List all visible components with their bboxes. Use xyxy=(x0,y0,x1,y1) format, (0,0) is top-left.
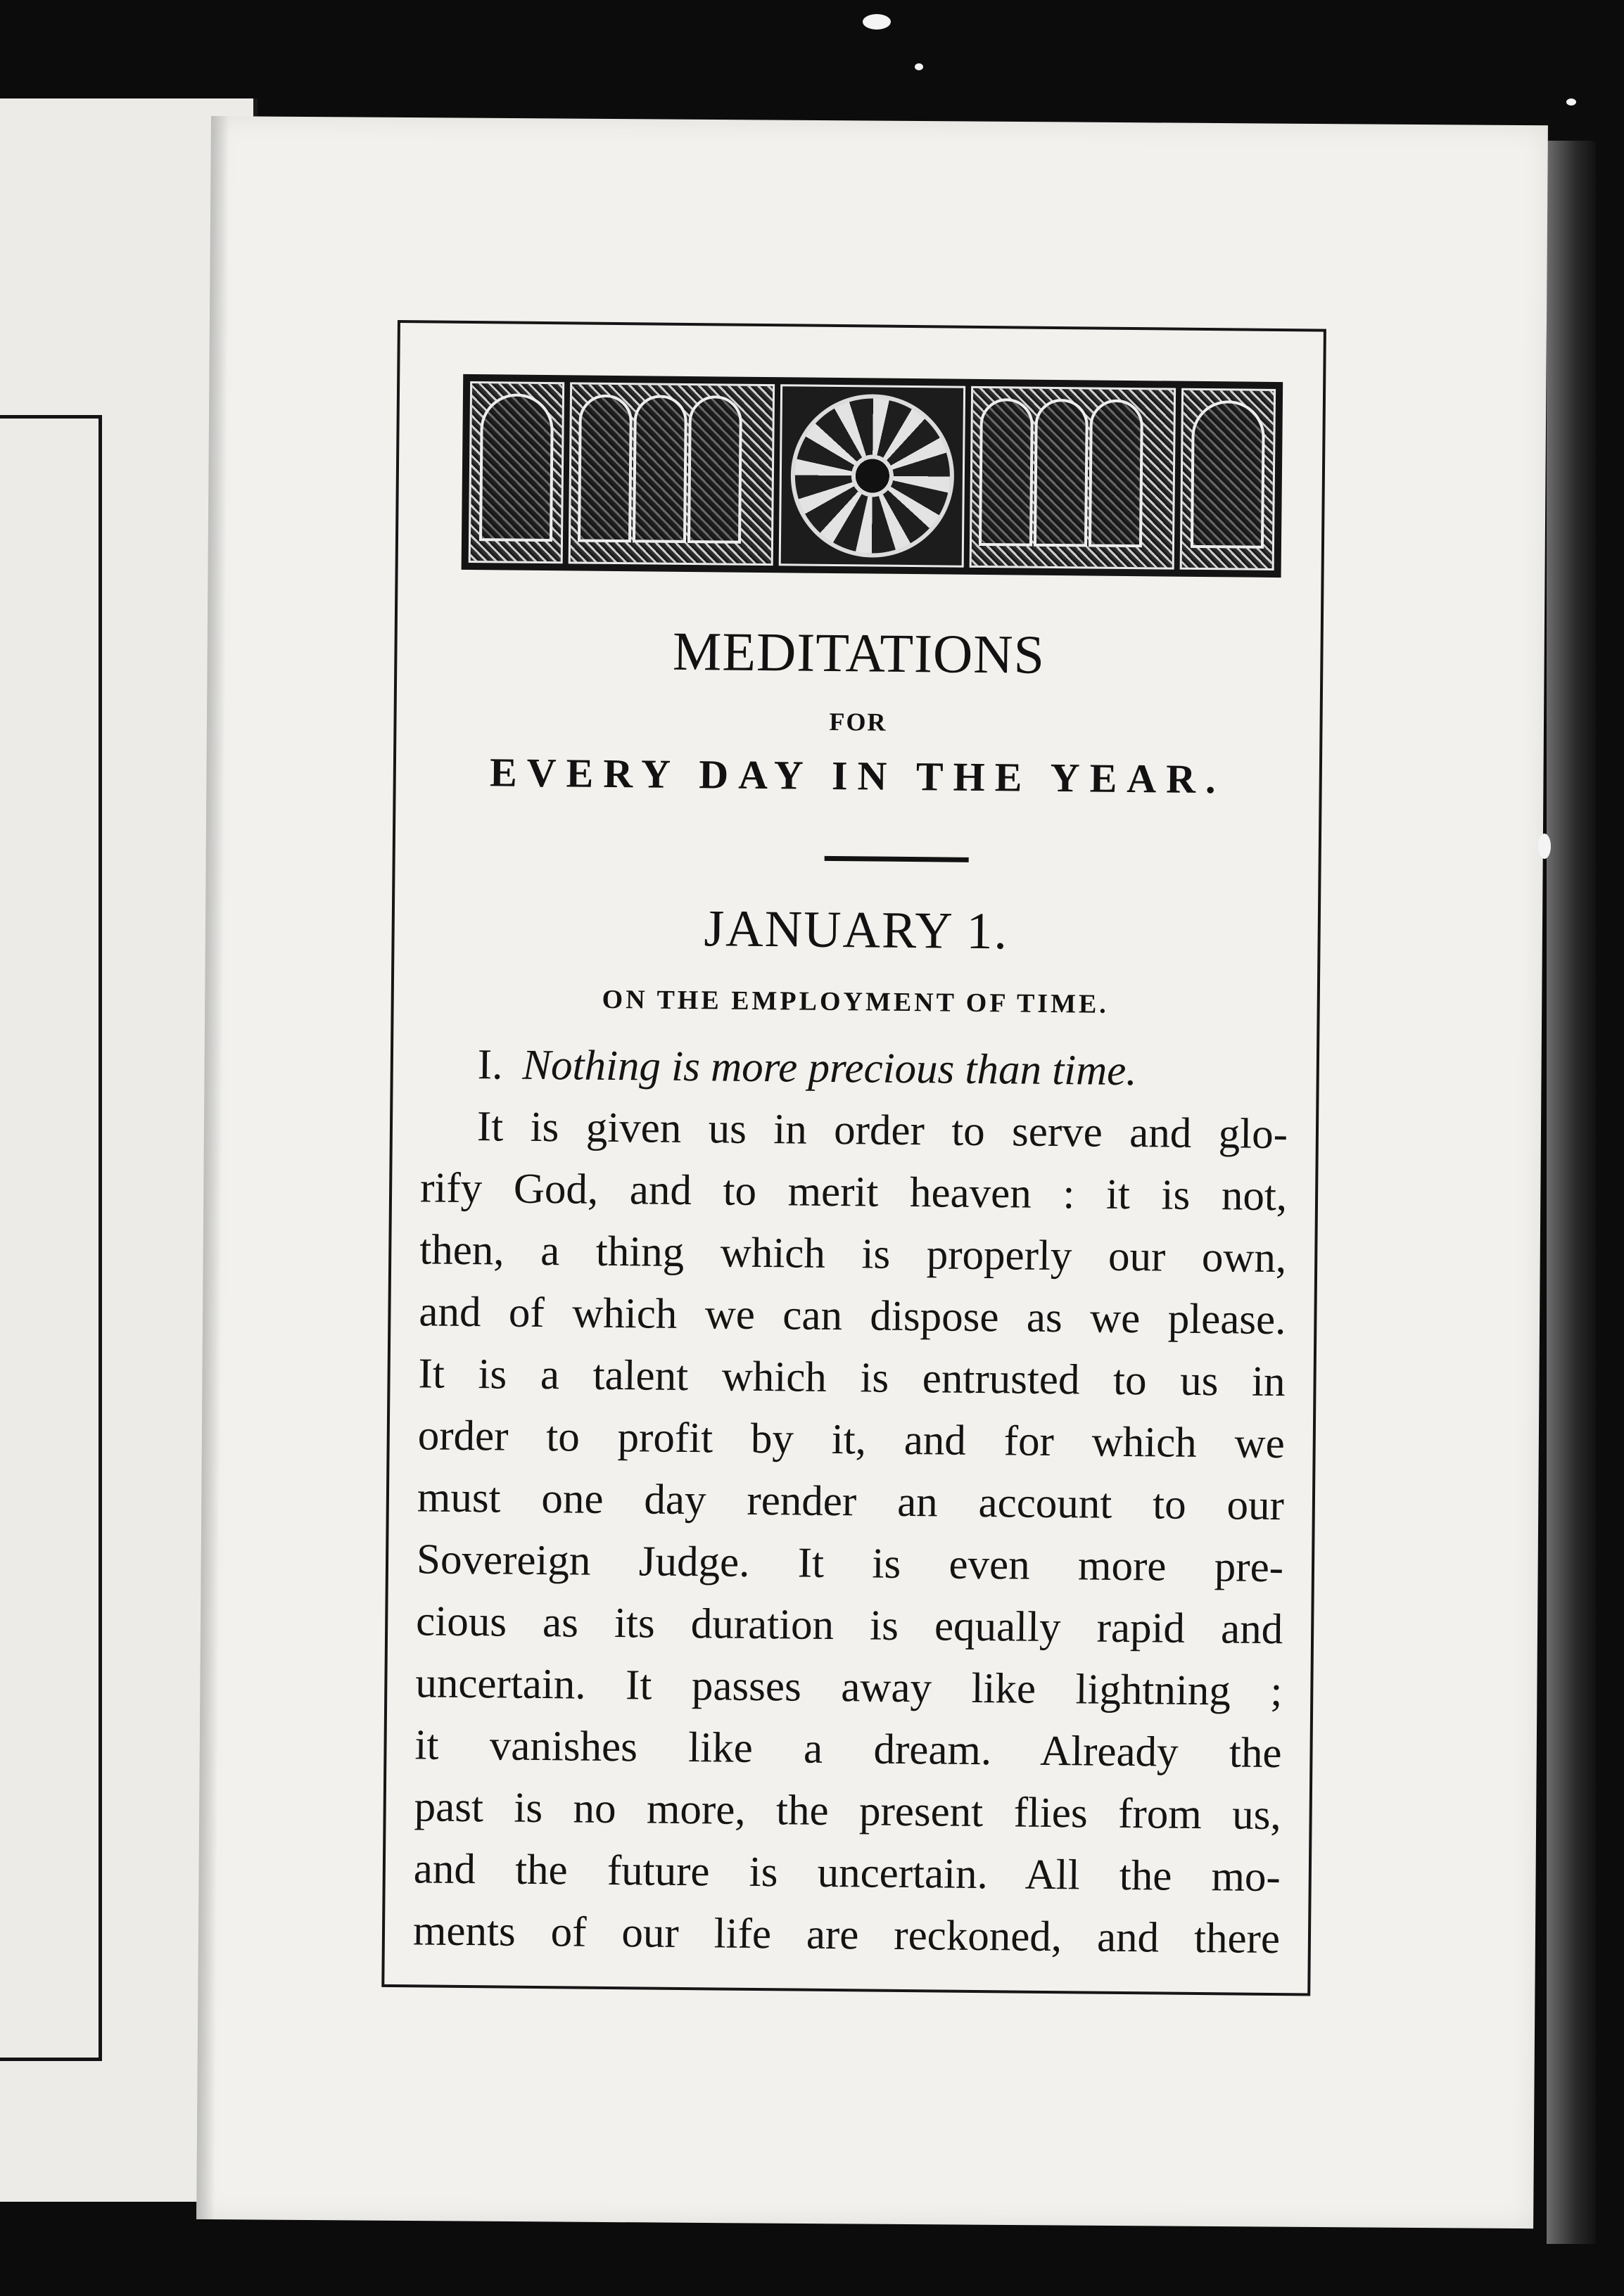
body-line: then, a thing which is properly our own, xyxy=(419,1226,1287,1282)
saint-figure-icon xyxy=(469,381,565,563)
body-line: Sovereign Judge. It is even more pre- xyxy=(416,1536,1284,1592)
page-edge-shadow xyxy=(1547,141,1596,2244)
body-line: must one day render an account to our xyxy=(417,1474,1285,1530)
point-numeral: I. xyxy=(477,1041,503,1089)
body-line: and the future is uncertain. All the mo- xyxy=(413,1845,1281,1901)
saint-figure-icon xyxy=(1179,388,1276,570)
body-line: it vanishes like a dream. Already the xyxy=(414,1721,1282,1778)
point-heading: Nothing is more precious than time. xyxy=(522,1041,1137,1095)
rosette-icon xyxy=(779,384,965,568)
arcade-figures-icon xyxy=(969,386,1175,570)
ornamental-headpiece-icon xyxy=(462,374,1283,578)
meditation-body xyxy=(413,1033,1289,1970)
title-connector: FOR xyxy=(829,707,887,736)
title-rule-divider xyxy=(825,856,969,862)
body-line: cious as its duration is equally rapid and xyxy=(415,1597,1283,1654)
body-line: and of which we can dispose as we please. xyxy=(419,1288,1286,1344)
arcade-figures-icon xyxy=(569,382,775,566)
body-line: It is given us in order to serve and glo- xyxy=(476,1103,1288,1159)
text-block-frame xyxy=(381,320,1326,1996)
body-line: uncertain. It passes away like lightning ; xyxy=(415,1659,1283,1716)
body-line: It is a talent which is entrusted to us in xyxy=(418,1350,1286,1406)
point-heading-line xyxy=(421,1033,1288,1104)
page-title: MEDITATIONS xyxy=(672,620,1046,685)
scan-speck xyxy=(915,63,923,70)
scan-speck xyxy=(1538,834,1551,859)
scan-speck xyxy=(1566,98,1576,106)
page-subtitle: EVERY DAY IN THE YEAR. xyxy=(489,749,1226,803)
body-paragraph xyxy=(413,1095,1288,1970)
body-line: order to profit by it, and for which we xyxy=(417,1412,1286,1468)
section-heading: ON THE EMPLOYMENT OF TIME. xyxy=(602,984,1109,1019)
body-line: ments of our life are reckoned, and there xyxy=(412,1907,1281,1963)
left-page-text-frame xyxy=(0,415,102,2061)
scan-speck xyxy=(863,14,891,30)
body-line: rify God, and to merit heaven : it is not, xyxy=(419,1164,1288,1220)
date-heading: JANUARY 1. xyxy=(704,900,1009,961)
body-line: past is no more, the present flies from us, xyxy=(414,1783,1281,1839)
